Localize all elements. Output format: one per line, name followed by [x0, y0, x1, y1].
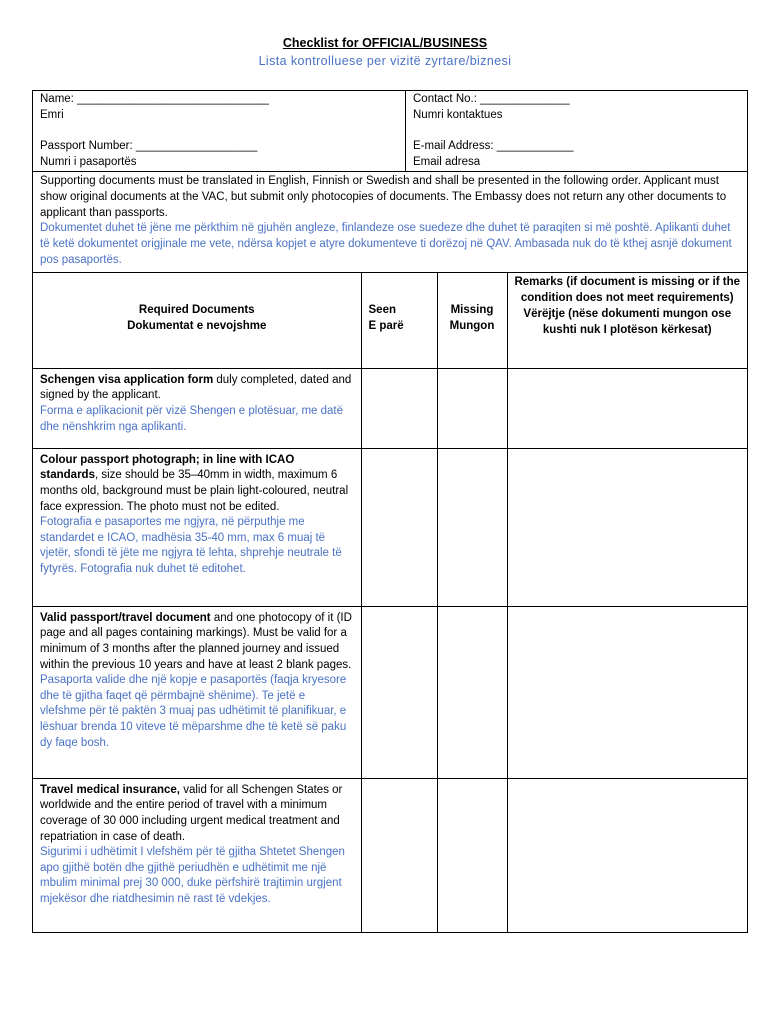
remarks-cell[interactable] — [507, 778, 747, 932]
table-row — [33, 778, 747, 932]
notice-english: Supporting documents must be translated in English, Finnish or Swedish and shall be presented in the following order. Applicant must show original documents at the VAC, but submit only photocopies of documents. The Embassy does not return any other documents to applicant than passports. — [40, 175, 727, 219]
document-subtitle: Lista kontrolluese per vizitë zyrtare/biznesi — [258, 54, 512, 68]
header-remarks-en: Remarks (if document is missing or if the condition does not meet requirements) — [514, 275, 741, 304]
document-description — [33, 778, 361, 932]
document-requirements: , size should be 35–40mm in width, maximum 6 months old, background must be plain light-coloured, neutral face expression. The photo must not be edited. — [40, 469, 349, 513]
document-description — [33, 368, 361, 448]
document-description — [33, 448, 361, 606]
seen-cell[interactable] — [361, 448, 437, 606]
header-missing-en: Missing — [450, 303, 494, 316]
remarks-cell[interactable] — [507, 448, 747, 606]
remarks-cell[interactable] — [507, 606, 747, 778]
document-name: Colour passport photograph; in line with ICAO standards — [40, 453, 295, 482]
name-field-label-sq: Emri — [40, 108, 64, 121]
documents-table — [33, 273, 747, 933]
document-description-sq: Pasaporta valide dhe një kopje e pasaportës (faqja kryesore dhe të gjitha faqet që përmbajnë shënime). Te jetë e vlefshme për të paktën 3 muaj pas udhëtimit të planifikuar, e lëshuar brenda 10 viteve të mëparshme dhe të ketë së paku dy faqe bosh. — [40, 674, 347, 749]
document-description-sq: Fotografia e pasaportes me ngjyra, në përputhje me standardet e ICAO, madhësia 35-40 mm, max 6 muaj të vjetër, sfondi të jëte me ngjyra të lehta, shprehje neutrale të fytyrës. Fotografia nuk duhet të editohet. — [40, 516, 342, 575]
header-seen-en: Seen — [368, 303, 396, 316]
remarks-cell[interactable] — [507, 368, 747, 448]
table-row — [33, 368, 747, 448]
header-required-documents — [33, 273, 361, 369]
document-name: Valid passport/travel document — [40, 611, 211, 624]
missing-cell[interactable] — [437, 778, 507, 932]
header-missing-sq: Mungon — [449, 319, 495, 332]
email-address-field[interactable]: E-mail Address: ____________ — [413, 140, 574, 152]
header-seen — [361, 273, 437, 369]
document-requirements: duly completed, dated and signed by the applicant. — [40, 373, 352, 402]
missing-cell[interactable] — [437, 368, 507, 448]
header-required-sq: Dokumentat e nevojshme — [127, 319, 267, 332]
document-requirements: valid for all Schengen States or worldwide and the entire period of travel with a minimum coverage of 30 000 including urgent medical treatment and repatriation in case of death. — [40, 783, 343, 843]
table-row — [33, 448, 747, 606]
document-description-sq: Sigurimi i udhëtimit I vlefshëm për të gjitha Shtetet Shengen apo gjithë botën dhe gjithë periudhën e udhëtimit me një mbulim minimal prej 30 000, duke përfshirë trajtimin urgjent mjekësor dhe riatdhesimin në rast të vdekjes. — [40, 846, 345, 905]
notice-albanian: Dokumentet duhet të jëne me përkthim në gjuhën angleze, finlandeze ose suedeze dhe duhet të paraqiten si më poshtë. Aplikanti duhet të ketë dokumentet origjinale me vete, ndërsa kopjet e atyre dokumenteve ti dorëzoj në QAV. Ambasada nuk do të kthej asnjë dokument pos pasaportës. — [40, 222, 732, 266]
seen-cell[interactable] — [361, 368, 437, 448]
applicant-details — [33, 91, 747, 172]
submission-notice — [33, 172, 747, 273]
header-seen-sq: E parë — [368, 319, 404, 332]
applicant-details-left — [33, 91, 406, 171]
document-title: Checklist for OFFICIAL/BUSINESS — [282, 36, 488, 50]
name-field[interactable]: Name: ______________________________ — [40, 93, 269, 105]
missing-cell[interactable] — [437, 606, 507, 778]
header-remarks — [507, 273, 747, 369]
missing-cell[interactable] — [437, 448, 507, 606]
passport-number-field[interactable]: Passport Number: ___________________ — [40, 140, 258, 152]
applicant-details-right — [406, 91, 747, 171]
contact-number-field[interactable]: Contact No.: ______________ — [413, 93, 570, 105]
seen-cell[interactable] — [361, 606, 437, 778]
contact-number-label-sq: Numri kontaktues — [413, 108, 503, 121]
passport-number-label-sq: Numri i pasaportës — [40, 155, 137, 168]
document-description-sq: Forma e aplikacionit për vizë Shengen e plotësuar, me datë dhe nënshkrim nga aplikanti. — [40, 404, 344, 433]
table-row — [33, 606, 747, 778]
checklist-form — [32, 90, 748, 933]
seen-cell[interactable] — [361, 778, 437, 932]
document-description — [33, 606, 361, 778]
document-name: Schengen visa application form — [40, 373, 214, 386]
email-address-label-sq: Email adresa — [413, 155, 481, 168]
header-required-en: Required Documents — [138, 303, 255, 316]
header-remarks-sq: Vërëjtje (nëse dokumenti mungon ose kushti nuk I plotëson kërkesat) — [523, 307, 732, 336]
table-header-row — [33, 273, 747, 369]
document-name: Travel medical insurance, — [40, 783, 180, 796]
header-missing — [437, 273, 507, 369]
document-requirements: and one photocopy of it (ID page and all pages containing markings). Must be valid for a minimum of 3 months after the planned journey and issued within the previous 10 years and have at least 2 blank pages. — [40, 611, 352, 671]
